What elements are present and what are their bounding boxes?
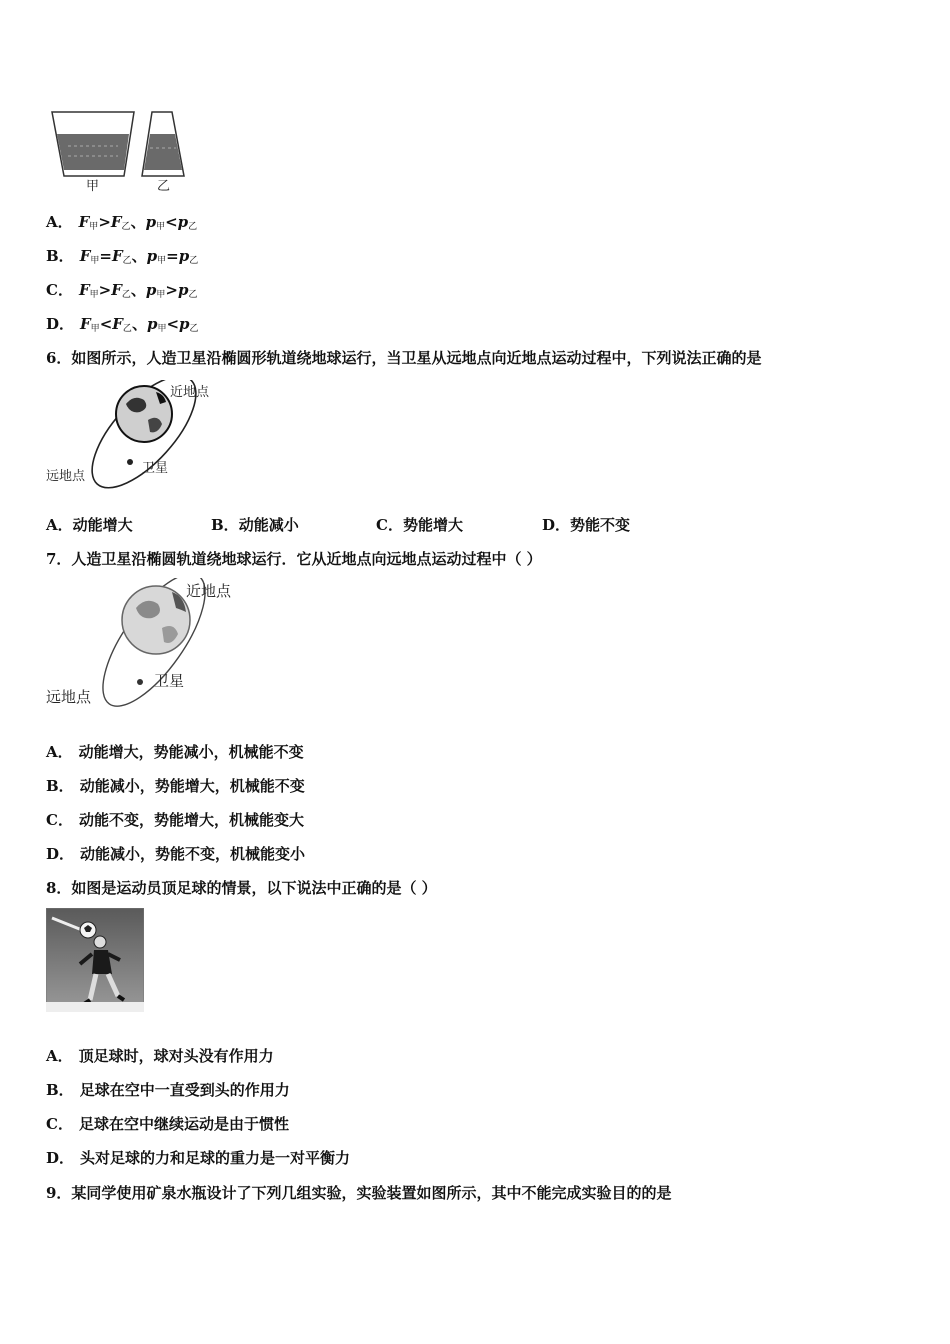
q7-satellite [137, 679, 143, 685]
q6-option-a[interactable]: A．动能增大 [46, 516, 133, 534]
q9-question: 9．某同学使用矿泉水瓶设计了下列几组实验，实验装置如图所示，其中不能完成实验目的的是 [46, 1184, 672, 1202]
q7-option-d[interactable]: D． 动能减小，势能不变，机械能变小 [46, 845, 306, 863]
q6-perigee-label: 近地点 [170, 385, 210, 400]
q6-option-d[interactable]: D．势能不变 [542, 516, 631, 534]
q8-player-head [94, 936, 106, 948]
q5-option-a[interactable]: A． $F_甲>F_乙$、$p_甲<p_乙$ [46, 213, 198, 232]
water-yi [144, 134, 182, 170]
q7-option-b[interactable]: B． 动能减小，势能增大，机械能不变 [46, 777, 305, 795]
q6-option-b[interactable]: B．动能减小 [211, 516, 299, 534]
q8-option-c[interactable]: C． 足球在空中继续运动是由于惯性 [46, 1115, 289, 1133]
q5-option-d[interactable]: D． $F_甲<F_乙$、$p_甲<p_乙$ [46, 315, 199, 334]
q7-perigee-label: 近地点 [186, 582, 232, 600]
q5-option-c[interactable]: C． $F_甲>F_乙$、$p_甲>p_乙$ [46, 281, 198, 300]
q5-option-b[interactable]: B． $F_甲=F_乙$、$p_甲=p_乙$ [46, 247, 199, 266]
q6-earth [116, 386, 172, 442]
q7-satellite-label: 卫星 [154, 672, 185, 690]
q6-option-c[interactable]: C．势能增大 [376, 516, 463, 534]
water-jia [57, 134, 129, 170]
label-yi: 乙 [157, 179, 171, 194]
q7-option-a[interactable]: A． 动能增大，势能减小，机械能不变 [46, 743, 304, 761]
q8-question: 8．如图是运动员顶足球的情景，以下说法中正确的是（ ） [46, 879, 437, 897]
q7-orbit-figure [44, 578, 244, 710]
q6-orbit-figure [44, 380, 224, 490]
q7-option-c[interactable]: C． 动能不变，势能增大，机械能变大 [46, 811, 304, 829]
q8-option-d[interactable]: D． 头对足球的力和足球的重力是一对平衡力 [46, 1149, 351, 1167]
q6-question: 6．如图所示，人造卫星沿椭圆形轨道绕地球运行，当卫星从远地点向近地点运动过程中，下列说法正确的是 [46, 349, 762, 367]
q7-earth [122, 586, 190, 654]
q7-apogee-label: 远地点 [46, 688, 92, 706]
q6-satellite-label: 卫星 [142, 461, 169, 476]
q8-header-figure [46, 908, 144, 1012]
label-jia: 甲 [86, 179, 100, 194]
q7-question: 7．人造卫星沿椭圆轨道绕地球运行．它从近地点向远地点运动过程中（ ） [46, 550, 542, 568]
q8-option-a[interactable]: A． 顶足球时，球对头没有作用力 [46, 1047, 274, 1065]
containers-figure [48, 108, 198, 194]
q6-satellite [127, 459, 133, 465]
q6-apogee-label: 远地点 [46, 469, 86, 484]
q8-option-b[interactable]: B． 足球在空中一直受到头的作用力 [46, 1081, 290, 1099]
